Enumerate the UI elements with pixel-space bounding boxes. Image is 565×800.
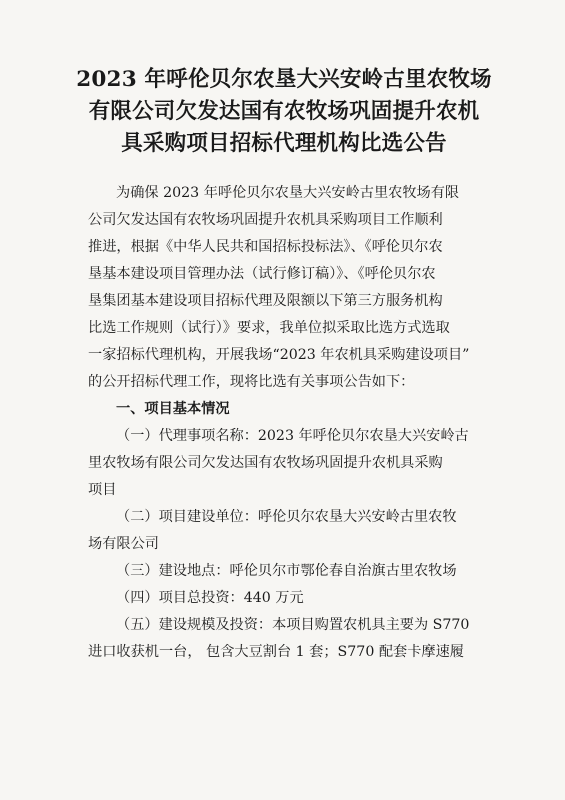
title-line: 具采购项目招标代理机构比选公告 (121, 131, 447, 156)
document-title (58, 64, 510, 160)
section-heading: 一、项目基本情况 (116, 401, 230, 417)
intro-line: 的公开招标代理工作，现将比选有关事项公告如下： (88, 374, 415, 390)
item-line: 进口收获机一台， 包含大豆割台 1 套；S770 配套卡摩速履 (88, 644, 464, 660)
document-body (88, 180, 503, 666)
item-line: 项目 (88, 482, 117, 498)
item-line: （二）项目建设单位：呼伦贝尔农垦大兴安岭古里农牧 (116, 509, 457, 525)
intro-line: 一家招标代理机构，开展我场“2023 年农机具采购建设项目” (88, 347, 470, 363)
title-line: 有限公司欠发达国有农牧场巩固提升农机 (88, 99, 480, 124)
item-line: （五）建设规模及投资：本项目购置农机具主要为 S770 (116, 617, 470, 633)
intro-line: 比选工作规则（试行）》要求，我单位拟采取比选方式选取 (88, 320, 450, 336)
item-line: （一）代理事项名称：2023 年呼伦贝尔农垦大兴安岭古 (116, 428, 469, 444)
intro-line: 垦集团基本建设项目招标代理及限额以下第三方服务机构 (88, 293, 443, 309)
intro-line: 垦基本建设项目管理办法（试行修订稿）》、《呼伦贝尔农 (88, 266, 436, 282)
item-line: 场有限公司 (88, 536, 159, 552)
intro-line: 公司欠发达国有农牧场巩固提升农机具采购项目工作顺利 (88, 212, 443, 228)
title-line: 2023 年呼伦贝尔农垦大兴安岭古里农牧场 (76, 67, 492, 92)
intro-line: 推进，根据《中华人民共和国招标投标法》、《呼伦贝尔农 (88, 239, 443, 255)
item-line: （四）项目总投资：440 万元 (116, 590, 304, 606)
intro-line: 为确保 2023 年呼伦贝尔农垦大兴安岭古里农牧场有限 (116, 185, 460, 201)
item-line: 里农牧场有限公司欠发达国有农牧场巩固提升农机具采购 (88, 455, 443, 471)
item-line: （三）建设地点：呼伦贝尔市鄂伦春自治旗古里农牧场 (116, 563, 457, 579)
